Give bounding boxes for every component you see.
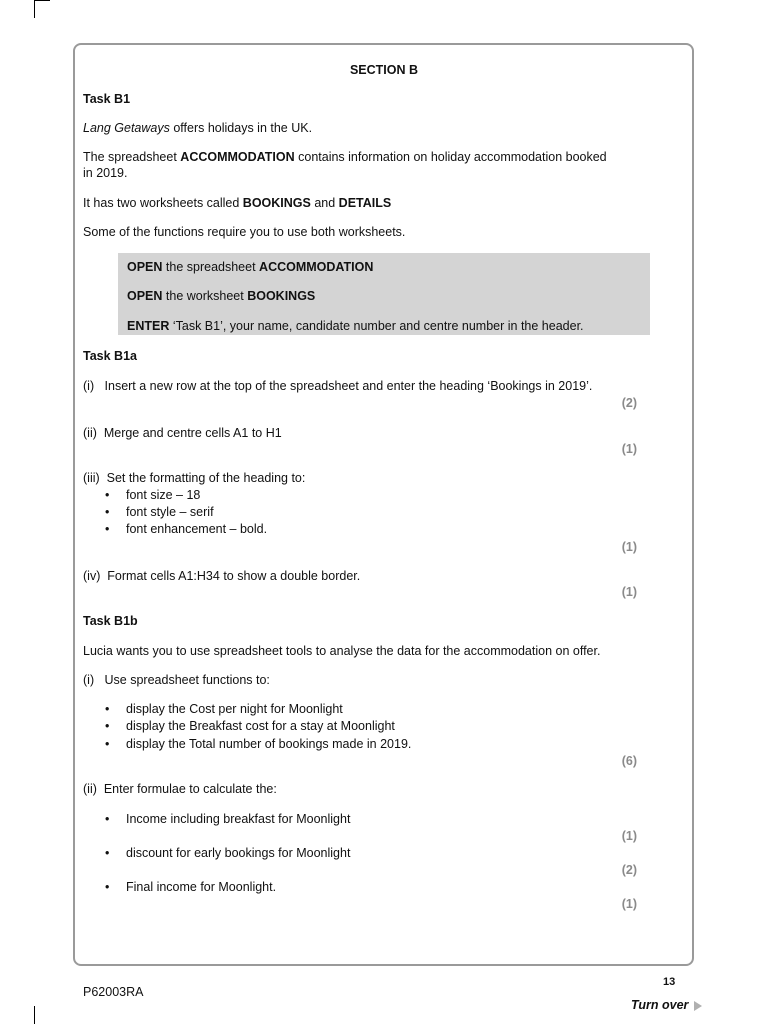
text-span: contains information on holiday accommodation booked — [294, 150, 607, 164]
page-number: 13 — [663, 976, 676, 988]
task-b1-heading: Task B1 — [83, 92, 131, 106]
question-b1b-i: (i) Use spreadsheet functions to: — [83, 673, 270, 687]
task-b1b-intro: Lucia wants you to use spreadsheet tools to analyse the data for the accommodation on offer. — [83, 644, 601, 658]
list-item: • display the Total number of bookings made in 2019. — [126, 736, 411, 752]
question-b1a-iv: (iv) Format cells A1:H34 to show a double border. — [83, 569, 361, 583]
text-span: ‘Task B1’, your name, candidate number and centre number in the header. — [169, 319, 584, 333]
mark-b1b-ii-2: (2) — [621, 863, 637, 877]
mark-b1a-iii: (1) — [621, 540, 637, 554]
spreadsheet-description-cont: in 2019. — [83, 166, 128, 180]
paper-code: P62003RA — [83, 985, 144, 999]
list-item: • font style – serif — [126, 504, 214, 520]
worksheets-description — [83, 195, 391, 211]
functions-note: Some of the functions require you to use both worksheets. — [83, 225, 406, 239]
text-span: ENTER — [127, 319, 170, 333]
text-span: OPEN — [127, 260, 163, 274]
text-span: The spreadsheet — [83, 150, 181, 164]
question-b1a-i: (i) Insert a new row at the top of the spreadsheet and enter the heading ‘Bookings in 2019’. — [83, 379, 593, 393]
spreadsheet-name: ACCOMMODATION — [180, 150, 295, 164]
text-span: It has two worksheets called — [83, 196, 243, 210]
turn-over-text: Turn over — [631, 998, 689, 1012]
company-name: Lang Getaways — [83, 121, 170, 135]
list-item: • discount for early bookings for Moonlight — [126, 845, 350, 861]
question-b1b-ii: (ii) Enter formulae to calculate the: — [83, 782, 277, 796]
list-item: • display the Breakfast cost for a stay at Moonlight — [126, 718, 395, 734]
task-b1b-heading: Task B1b — [83, 614, 138, 628]
mark-b1b-i: (6) — [621, 754, 637, 768]
instruction-open-worksheet — [127, 288, 315, 304]
question-b1a-iii: (iii) Set the formatting of the heading to: — [83, 471, 306, 485]
crop-mark-top — [34, 0, 35, 18]
turn-over-label — [631, 997, 702, 1013]
text-span: BOOKINGS — [247, 289, 316, 303]
section-title: SECTION B — [349, 63, 419, 77]
text-span: the worksheet — [162, 289, 248, 303]
list-item: • font enhancement – bold. — [126, 521, 267, 537]
mark-b1b-ii-3: (1) — [621, 897, 637, 911]
instruction-open-spreadsheet — [127, 259, 373, 275]
question-b1a-ii: (ii) Merge and centre cells A1 to H1 — [83, 426, 282, 440]
list-item: • display the Cost per night for Moonlight — [126, 701, 343, 717]
instruction-enter-header — [127, 318, 584, 334]
company-rest: offers holidays in the UK. — [169, 121, 313, 135]
list-item: • font size – 18 — [126, 487, 200, 503]
text-span: OPEN — [127, 289, 163, 303]
task-b1-intro — [83, 120, 312, 136]
list-item: • Income including breakfast for Moonlight — [126, 811, 350, 827]
list-item: • Final income for Moonlight. — [126, 879, 276, 895]
text-span: ACCOMMODATION — [259, 260, 374, 274]
worksheet-name-details: DETAILS — [338, 196, 392, 210]
mark-b1b-ii-1: (1) — [621, 829, 637, 843]
crop-mark-bottom — [34, 1006, 35, 1024]
text-span: and — [310, 196, 339, 210]
worksheet-name-bookings: BOOKINGS — [242, 196, 311, 210]
spreadsheet-description — [83, 149, 607, 165]
task-b1a-heading: Task B1a — [83, 349, 137, 363]
mark-b1a-ii: (1) — [621, 442, 637, 456]
text-span: the spreadsheet — [162, 260, 260, 274]
crop-mark-top-horizontal — [34, 0, 50, 1]
arrow-right-icon — [694, 1001, 702, 1011]
mark-b1a-iv: (1) — [621, 585, 637, 599]
mark-b1a-i: (2) — [621, 396, 637, 410]
